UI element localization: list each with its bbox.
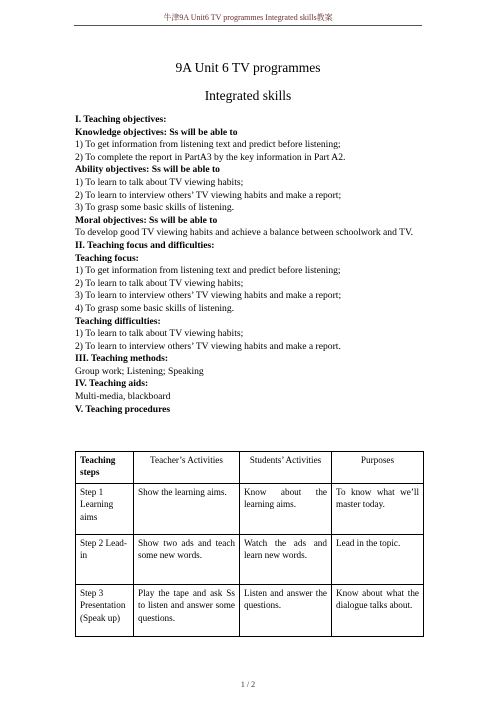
body-line: 1) To get information from listening text and predict before listening;: [75, 139, 341, 151]
body-line: 2) To learn to talk about TV viewing habits;: [75, 277, 244, 289]
body-line: 1) To learn to talk about TV viewing habits;: [75, 328, 244, 340]
body-line: 2) To learn to interview others’ TV viewing habits and make a report.: [75, 340, 341, 352]
body-line: To develop good TV viewing habits and achieve a balance between schoolwork and TV.: [75, 227, 414, 239]
document-subtitle: Integrated skills: [204, 88, 292, 103]
header-teaching-steps: Teaching steps: [76, 452, 134, 484]
document-title: 9A Unit 6 TV programmes: [175, 60, 321, 75]
section-heading: Teaching focus:: [75, 252, 139, 264]
student-activity-cell: Watch the ads and learn new words.: [240, 534, 332, 584]
body-line: 2) To complete the report in PartA3 by the key information in Part A2.: [75, 151, 346, 163]
body-line: 4) To grasp some basic skills of listening.: [75, 302, 235, 314]
section-heading: IV. Teaching aids:: [75, 378, 149, 390]
header-teacher-activities: Teacher’s Activities: [134, 452, 240, 484]
purpose-cell: Know about what the dialogue talks about.: [332, 584, 424, 636]
page-header: 牛津9A Unit6 TV programmes Integrated skills教案: [163, 13, 333, 22]
page-number: 1 / 2: [240, 680, 256, 689]
body-line: 2) To learn to interview others’ TV viewing habits and make a report;: [75, 189, 342, 201]
teacher-activity-cell: Play the tape and ask Ss to listen and answer some questions.: [134, 584, 240, 636]
body-line: 3) To learn to interview others’ TV viewing habits and make a report;: [75, 290, 342, 302]
purpose-cell: To know what we’ll master today.: [332, 483, 424, 534]
section-heading: Ability objectives: Ss will be able to: [75, 164, 220, 176]
section-heading: Teaching difficulties:: [75, 315, 161, 327]
table-row: [76, 534, 424, 584]
header-student-activities: Students’ Activities: [240, 452, 332, 484]
header-purposes: Purposes: [332, 452, 424, 484]
teacher-activity-cell: Show the learning aims.: [134, 483, 240, 534]
header-rule: [74, 25, 422, 26]
step-cell: Step 1 Learning aims: [76, 483, 134, 534]
student-activity-cell: Listen and answer the questions.: [240, 584, 332, 636]
section-heading: I. Teaching objectives:: [75, 114, 167, 125]
body-line: 3) To grasp some basic skills of listening.: [75, 202, 235, 214]
body-line: Group work; Listening; Speaking: [75, 365, 204, 377]
body-line: Multi-media, blackboard: [75, 391, 171, 403]
body-line: 1) To get information from listening text and predict before listening;: [75, 265, 341, 277]
teacher-activity-cell: Show two ads and teach some new words.: [134, 534, 240, 584]
section-heading: III. Teaching methods:: [75, 353, 169, 365]
section-heading: V. Teaching procedures: [75, 403, 171, 415]
step-cell: Step 2 Lead-in: [76, 534, 134, 584]
document-body: [75, 114, 423, 416]
section-heading: Knowledge objectives: Ss will be able to: [75, 126, 238, 138]
table-row: [76, 483, 424, 534]
table-row: [76, 584, 424, 636]
table-header-row: [76, 452, 424, 484]
student-activity-cell: Know about the learning aims.: [240, 483, 332, 534]
procedures-table: [75, 451, 424, 637]
purpose-cell: Lead in the topic.: [332, 534, 424, 584]
step-cell: Step 3 Presentation (Speak up): [76, 584, 134, 636]
body-line: 1) To learn to talk about TV viewing habits;: [75, 176, 244, 188]
section-heading: II. Teaching focus and difficulties:: [75, 239, 215, 251]
section-heading: Moral objectives: Ss will be able to: [75, 214, 218, 226]
